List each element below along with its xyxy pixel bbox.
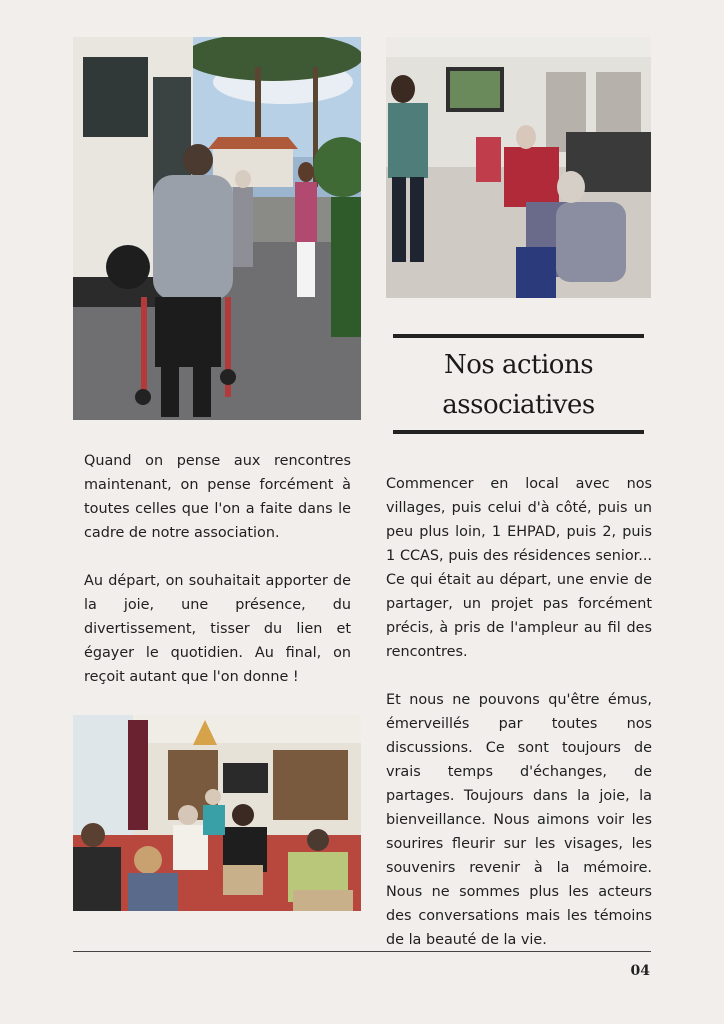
photo-bus-outing [73, 37, 361, 420]
page-number: 04 [630, 963, 650, 979]
photo-lounge-circle [73, 715, 361, 911]
heading-line-2: associatives [442, 390, 595, 420]
left-text-column [84, 449, 351, 689]
left-paragraph-2: Au départ, on souhaitait apporter de la joie, une présence, du divertissement, tisser du lien et égayer le quotidien. Au final, on reçoit autant que l'on donne ! [84, 573, 351, 685]
right-paragraph-1: Commencer en local avec nos villages, puis celui d'à côté, puis un peu plus loin, 1 EHPAD, puis 2, puis 1 CCAS, puis des résidences senior... Ce qui était au départ, une envie de partager, un projet pas forcément précis, à pris de l'ampleur au fil des rencontres. [386, 476, 652, 660]
left-paragraph-1: Quand on pense aux rencontres maintenant, on pense forcément à toutes celles que l'on a faite dans le cadre de notre association. [84, 453, 351, 541]
section-heading [393, 334, 644, 434]
right-text-column [386, 472, 652, 952]
photo-hall-activity [386, 37, 651, 298]
heading-line-1: Nos actions [443, 350, 594, 380]
right-paragraph-2: Et nous ne pouvons qu'être émus, émerveillés par toutes nos discussions. Ce sont toujours de vrais temps d'échanges, de partages. Toujours dans la joie, la bienveillance. Nous aimons voir les sourires fleurir sur les visages, les souvenirs revenir à la mémoire. Nous ne sommes plus les acteurs des conversations mais les témoins de la beauté de la vie. [386, 692, 652, 948]
footer-divider [73, 951, 651, 952]
